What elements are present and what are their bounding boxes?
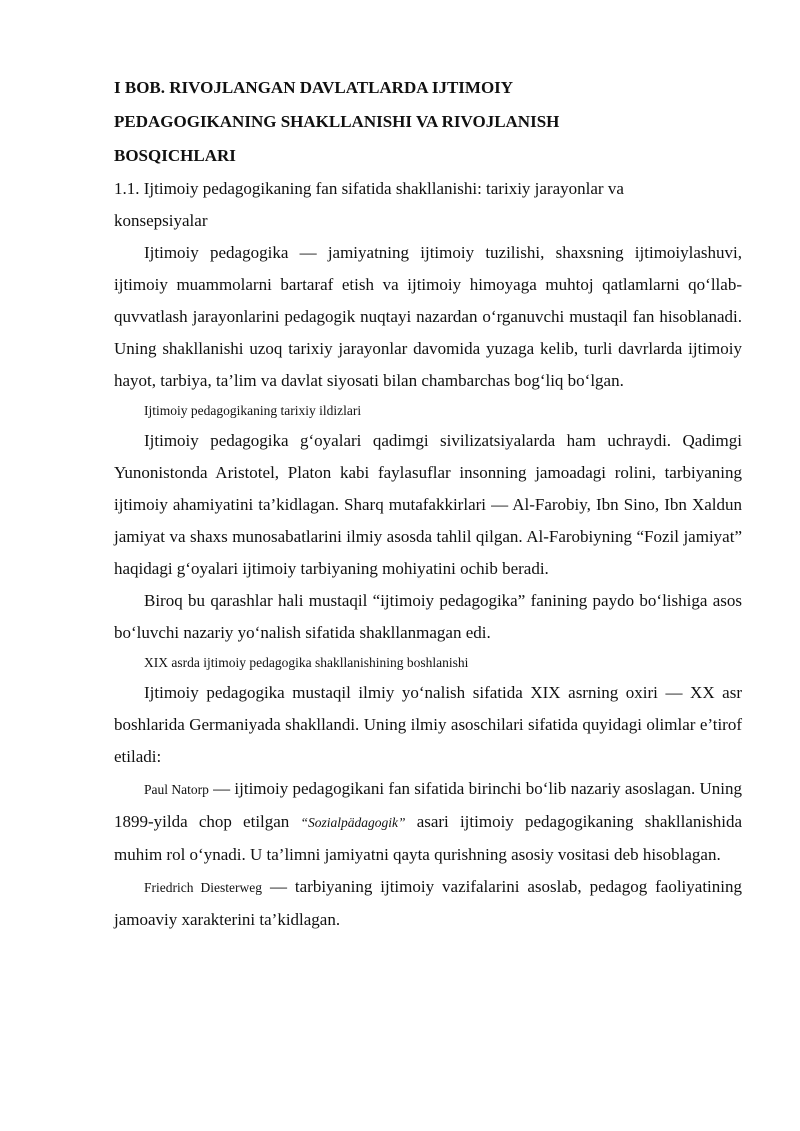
subheading-xix: XIX asrda ijtimoiy pedagogika shakllanishining boshlanishi bbox=[144, 655, 469, 670]
paragraph-xix: Ijtimoiy pedagogika mustaqil ilmiy yo‘nalish sifatida XIX asrning oxiri — XX asr boshlarida Germaniyada shakllandi. Uning ilmiy asoschilari sifatida quyidagi olimlar e’tirof etiladi: bbox=[114, 683, 742, 766]
paragraph-intro: Ijtimoiy pedagogika — jamiyatning ijtimoiy tuzilishi, shaxsning ijtimoiylashuvi, ijtimoiy muammolarni bartaraf etish va ijtimoiy himoyaga muhtoj qatlamlarni qo‘llab-quvvatlash jarayonlarini pedagogik nuqtayi nazardan o‘rganuvchi mustaqil fan hisoblanadi. Uning shakllanishi uzoq tarixiy jarayonlar davomida yuzaga kelib, turli davrlarda ijtimoiy hayot, tarbiya, ta’lim va davlat siyosati bilan chambarchas bog‘liq bo‘lgan. bbox=[114, 243, 742, 390]
natorp-text-b: asari ijtimoiy pedagogikaning shakllanishida muhim rol o‘ynadi. U ta’limni jamiyatni qayta qurishning asosiy vositasi deb hisoblagan. bbox=[114, 812, 742, 864]
diesterweg-name: Friedrich Diesterweg bbox=[144, 880, 263, 895]
section-title: 1.1. Ijtimoiy pedagogikaning fan sifatida shakllanishi: tarixiy jarayonlar va konsepsiyalar bbox=[114, 179, 624, 230]
chapter-title: I BOB. RIVOJLANGAN DAVLATLARDA IJTIMOIY PEDAGOGIKANING SHAKLLANISHI VA RIVOJLANISH BOSQICHLARI bbox=[114, 78, 560, 165]
paragraph-roots: Ijtimoiy pedagogika g‘oyalari qadimgi sivilizatsiyalarda ham uchraydi. Qadimgi Yunonistonda Aristotel, Platon kabi faylasuflar insonning jamoadagi rolini, tarbiyaning ijtimoiy ahamiyatini ta’kidlagan. Sharq mutafakkirlari — Al-Farobiy, Ibn Sino, Ibn Xaldun jamiyat va shaxs munosabatlarini ilmiy asosda tahlil qilgan. Al-Farobiyning “Fozil jamiyat” haqidagi g‘oyalari ijtimoiy tarbiyaning mohiyatini ochib beradi. bbox=[114, 431, 742, 578]
subheading-roots: Ijtimoiy pedagogikaning tarixiy ildizlari bbox=[144, 403, 362, 418]
natorp-name: Paul Natorp bbox=[144, 782, 209, 797]
diesterweg-text: — tarbiyaning ijtimoiy vazifalarini asoslab, pedagog faoliyatining jamoaviy xarakterini ta’kidlagan. bbox=[114, 877, 742, 929]
paragraph-however: Biroq bu qarashlar hali mustaqil “ijtimoiy pedagogika” fanining paydo bo‘lishiga asos bo‘luvchi nazariy yo‘nalish sifatida shakllanmagan edi. bbox=[114, 591, 742, 642]
natorp-book-title: “Sozialpädagogik” bbox=[300, 815, 406, 830]
paragraph-natorp bbox=[114, 773, 742, 871]
paragraph-diesterweg bbox=[114, 871, 742, 936]
natorp-text-a: — ijtimoiy pedagogikani fan sifatida birinchi bo‘lib nazariy asoslagan. Uning 1899-yilda chop etilgan bbox=[114, 779, 742, 831]
